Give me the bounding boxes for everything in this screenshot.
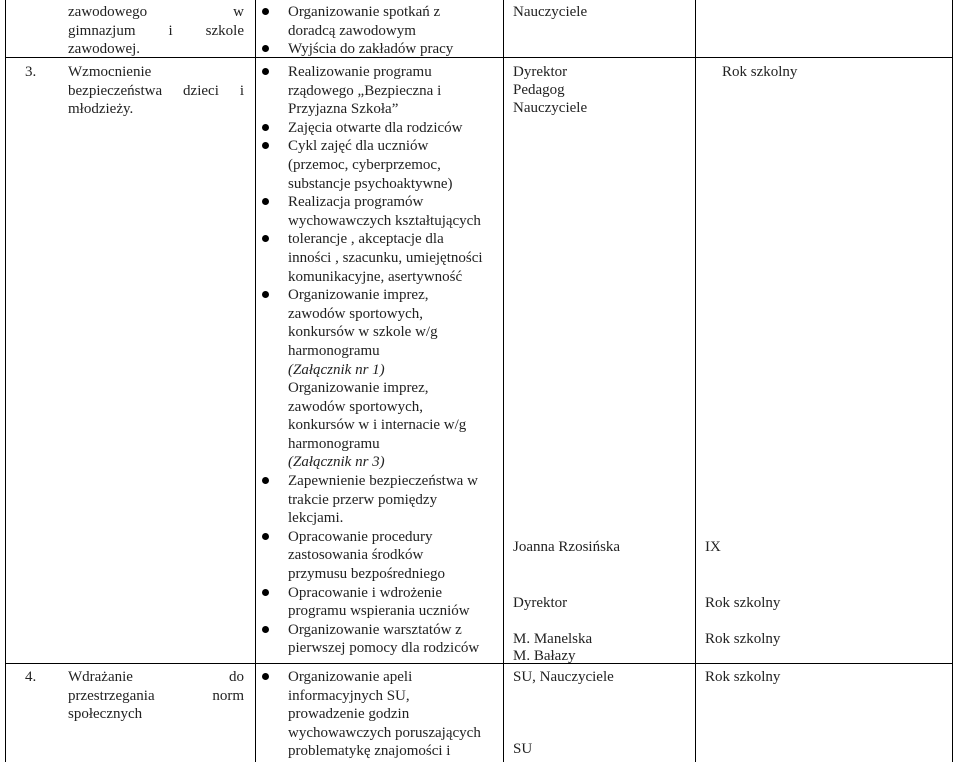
responsible-text: Dyrektor xyxy=(513,595,568,611)
bullet-icon xyxy=(262,8,269,15)
activity-line: Zajęcia otwarte dla rodziców xyxy=(288,119,463,136)
activity-line: rządowego „Bezpieczna i xyxy=(288,82,442,99)
activity-line: wychowawczych kształtujących xyxy=(288,212,481,229)
activity-line: informacyjnych SU, xyxy=(288,687,410,704)
row-divider-2 xyxy=(5,663,953,664)
activity-line: harmonogramu xyxy=(288,342,380,359)
activity-line: komunikacyjne, asertywność xyxy=(288,268,463,285)
area-line: zawodowej. xyxy=(68,41,141,58)
activity-line: Cykl zajęć dla uczniów xyxy=(288,138,429,155)
area-line: zawodowego w xyxy=(68,4,244,20)
activity-item xyxy=(288,3,500,40)
activity-item xyxy=(288,528,500,584)
activity-line: konkursów w szkole w/g xyxy=(288,324,438,341)
activity-line: inności , szacunku, umiejętności xyxy=(288,249,483,266)
attachment-note xyxy=(288,361,500,380)
activity-item xyxy=(288,193,500,230)
bullet-icon xyxy=(262,589,269,596)
attachment-note-text: (Załącznik nr 1) xyxy=(288,361,385,378)
activity-line: doradcą zawodowym xyxy=(288,22,416,39)
bullet-icon xyxy=(262,291,269,298)
area-line: społecznych xyxy=(68,706,143,723)
activities-cell-row0 xyxy=(288,3,500,59)
activity-item xyxy=(288,63,500,119)
activity-line: harmonogramu xyxy=(288,435,380,452)
bullet-icon xyxy=(262,533,269,540)
bullet-icon xyxy=(262,142,269,149)
activity-line: substancje psychoaktywne) xyxy=(288,175,453,192)
responsible-text: M. Bałazy xyxy=(513,648,576,664)
term-text: Rok szkolny xyxy=(705,595,781,611)
activity-line: pierwszej pomocy dla rodziców xyxy=(288,640,480,657)
activity-line: Organizowanie imprez, xyxy=(288,380,429,397)
area-cell-row2 xyxy=(68,668,244,724)
term-text: IX xyxy=(705,539,721,555)
bullet-icon xyxy=(262,68,269,75)
table-border-right xyxy=(952,0,953,762)
column-divider-1 xyxy=(255,0,256,762)
bullet-icon xyxy=(262,45,269,52)
activity-line: tolerancje , akceptacje dla xyxy=(288,231,444,248)
responsible-text: SU, Nauczyciele xyxy=(513,669,614,685)
table-border-left xyxy=(5,0,6,762)
row-number: 3. xyxy=(25,64,37,80)
activity-line: (przemoc, cyberprzemoc, xyxy=(288,156,441,173)
area-line: młodzieży. xyxy=(68,101,134,118)
area-cell-row0 xyxy=(68,3,244,59)
activity-item xyxy=(288,40,500,59)
activity-line: Realizowanie programu xyxy=(288,64,432,80)
activity-line: zawodów sportowych, xyxy=(288,398,423,415)
responsible-text: Nauczyciele xyxy=(513,4,588,20)
activity-line: lekcjami. xyxy=(288,510,344,527)
area-line: gimnazjum i szkole xyxy=(68,22,244,39)
activity-line: Realizacja programów xyxy=(288,194,424,211)
attachment-note-text: (Załącznik nr 3) xyxy=(288,454,385,471)
activity-item xyxy=(288,584,500,621)
term-text: Rok szkolny xyxy=(705,631,781,647)
activity-line: trakcie przerw pomiędzy xyxy=(288,491,438,508)
bullet-icon xyxy=(262,626,269,633)
responsible-text: Nauczyciele xyxy=(513,100,588,116)
activity-line: programu wspierania uczniów xyxy=(288,603,470,620)
activity-line: Przyjazna Szkoła” xyxy=(288,101,399,118)
activity-item xyxy=(288,621,500,658)
activity-line: prowadzenie godzin xyxy=(288,706,410,723)
bullet-icon xyxy=(262,477,269,484)
activity-line: wychowawczych poruszających xyxy=(288,724,481,741)
activities-cell-row1 xyxy=(288,63,500,658)
activity-item xyxy=(288,472,500,528)
activity-item xyxy=(288,286,500,379)
responsible-text: M. Manelska xyxy=(513,631,593,647)
bullet-icon xyxy=(262,235,269,242)
column-divider-2 xyxy=(503,0,504,762)
term-text: Rok szkolny xyxy=(722,64,798,80)
responsible-text: SU xyxy=(513,741,533,757)
activity-line: Opracowanie procedury xyxy=(288,528,433,545)
bullet-icon xyxy=(262,673,269,680)
activity-line: zawodów sportowych, xyxy=(288,305,423,322)
activity-line: zastosowania środków xyxy=(288,547,424,564)
activity-item xyxy=(288,379,500,472)
activity-line: Wyjścia do zakładów pracy xyxy=(288,41,454,58)
activity-item xyxy=(288,137,500,193)
activity-line: przymusu bezpośredniego xyxy=(288,566,446,583)
activity-line: Opracowanie i wdrożenie xyxy=(288,584,443,601)
activity-line: konkursów w i internacie w/g xyxy=(288,417,467,434)
attachment-note xyxy=(288,453,500,472)
responsible-text: Pedagog xyxy=(513,82,565,98)
area-cell-row1 xyxy=(68,63,244,119)
activity-item xyxy=(288,119,500,138)
area-line: bezpieczeństwa dzieci i xyxy=(68,82,244,99)
activity-line: Zapewnienie bezpieczeństwa w xyxy=(288,473,478,490)
activities-cell-row2 xyxy=(288,668,500,761)
area-line: Wdrażanie do xyxy=(68,669,244,685)
activity-line: problematykę znajomości i xyxy=(288,743,451,760)
area-line: przestrzegania norm xyxy=(68,687,244,704)
activity-item xyxy=(288,230,500,286)
activity-line: Organizowanie warsztatów z xyxy=(288,621,462,638)
bullet-icon xyxy=(262,124,269,131)
bullet-icon xyxy=(262,198,269,205)
activity-item xyxy=(288,668,500,761)
row-number: 4. xyxy=(25,669,37,685)
activity-line: Organizowanie apeli xyxy=(288,669,413,685)
responsible-text: Dyrektor xyxy=(513,64,568,80)
activity-line: Organizowanie imprez, xyxy=(288,287,429,304)
responsible-text: Joanna Rzosińska xyxy=(513,539,621,555)
activity-line: Organizowanie spotkań z xyxy=(288,4,441,20)
column-divider-3 xyxy=(695,0,696,762)
term-text: Rok szkolny xyxy=(705,669,781,685)
area-line: Wzmocnienie xyxy=(68,64,152,80)
